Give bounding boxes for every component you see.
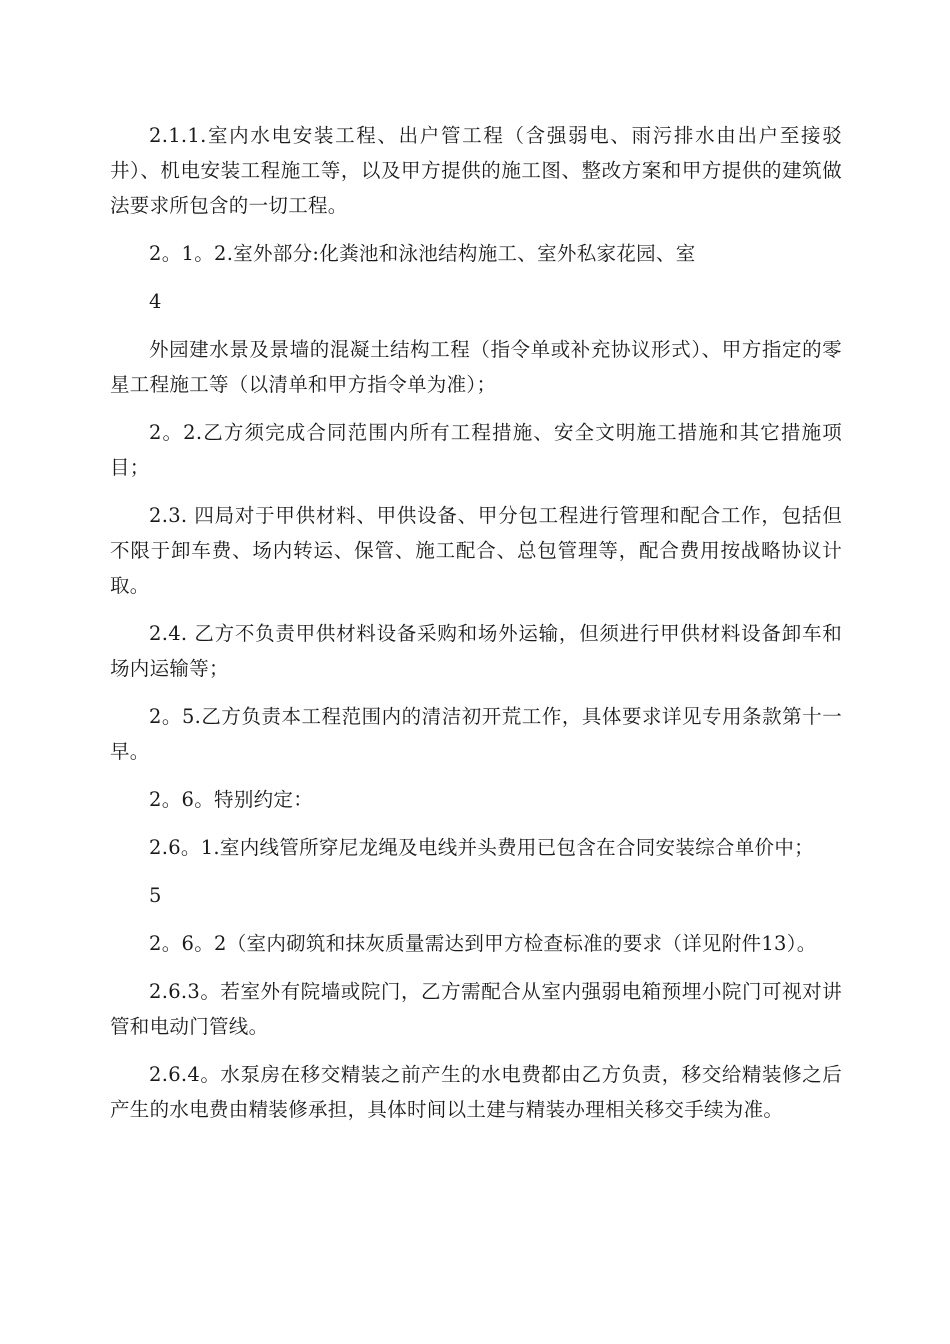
page-number: 4 xyxy=(149,290,162,313)
clause-2-6-1: 2.6。1.室内线管所穿尼龙绳及电线并头费用已包含在合同安装综合单价中； xyxy=(149,836,814,859)
clause-2-6: 2。6。特别约定： xyxy=(149,788,314,811)
clause-2-3: 2.3. 四局对于甲供材料、甲供设备、甲分包工程进行管理和配合工作，包括但不限于卸车费、场内转运、保管、施工配合、总包管理等，配合费用按战略协议计取。 xyxy=(110,504,842,597)
clause-2-1-2: 2。1。2.室外部分:化粪池和泳池结构施工、室外私家花园、室 xyxy=(149,242,696,265)
clause-2-1-1: 2.1.1.室内水电安装工程、出户管工程（含强弱电、雨污排水由出户至接驳井）、机电安装工程施工等，以及甲方提供的施工图、整改方案和甲方提供的建筑做法要求所包含的一切工程。 xyxy=(110,124,842,217)
clause-2-4: 2.4. 乙方不负责甲供材料设备采购和场外运输，但须进行甲供材料设备卸车和场内运输等； xyxy=(110,622,842,680)
document-body xyxy=(110,118,842,1140)
page-number: 5 xyxy=(149,884,162,907)
clause-2-5: 2。5.乙方负责本工程范围内的清洁初开荒工作，具体要求详见专用条款第十一早。 xyxy=(110,705,842,763)
clause-2-6-4: 2.6.4。水泵房在移交精装之前产生的水电费都由乙方负责，移交给精装修之后产生的水电费由精装修承担，具体时间以土建与精装办理相关移交手续为准。 xyxy=(110,1063,842,1121)
clause-2-2: 2。2.乙方须完成合同范围内所有工程措施、安全文明施工措施和其它措施项目； xyxy=(110,421,842,479)
clause-2-1-2-continued: 外园建水景及景墙的混凝土结构工程（指令单或补充协议形式）、甲方指定的零星工程施工等（以清单和甲方指令单为准）； xyxy=(110,338,842,396)
clause-2-6-3: 2.6.3。若室外有院墙或院门，乙方需配合从室内强弱电箱预埋小院门可视对讲管和电动门管线。 xyxy=(110,980,842,1038)
clause-2-6-2: 2。6。2（室内砌筑和抹灰质量需达到甲方检查标准的要求（详见附件13）。 xyxy=(149,932,817,955)
